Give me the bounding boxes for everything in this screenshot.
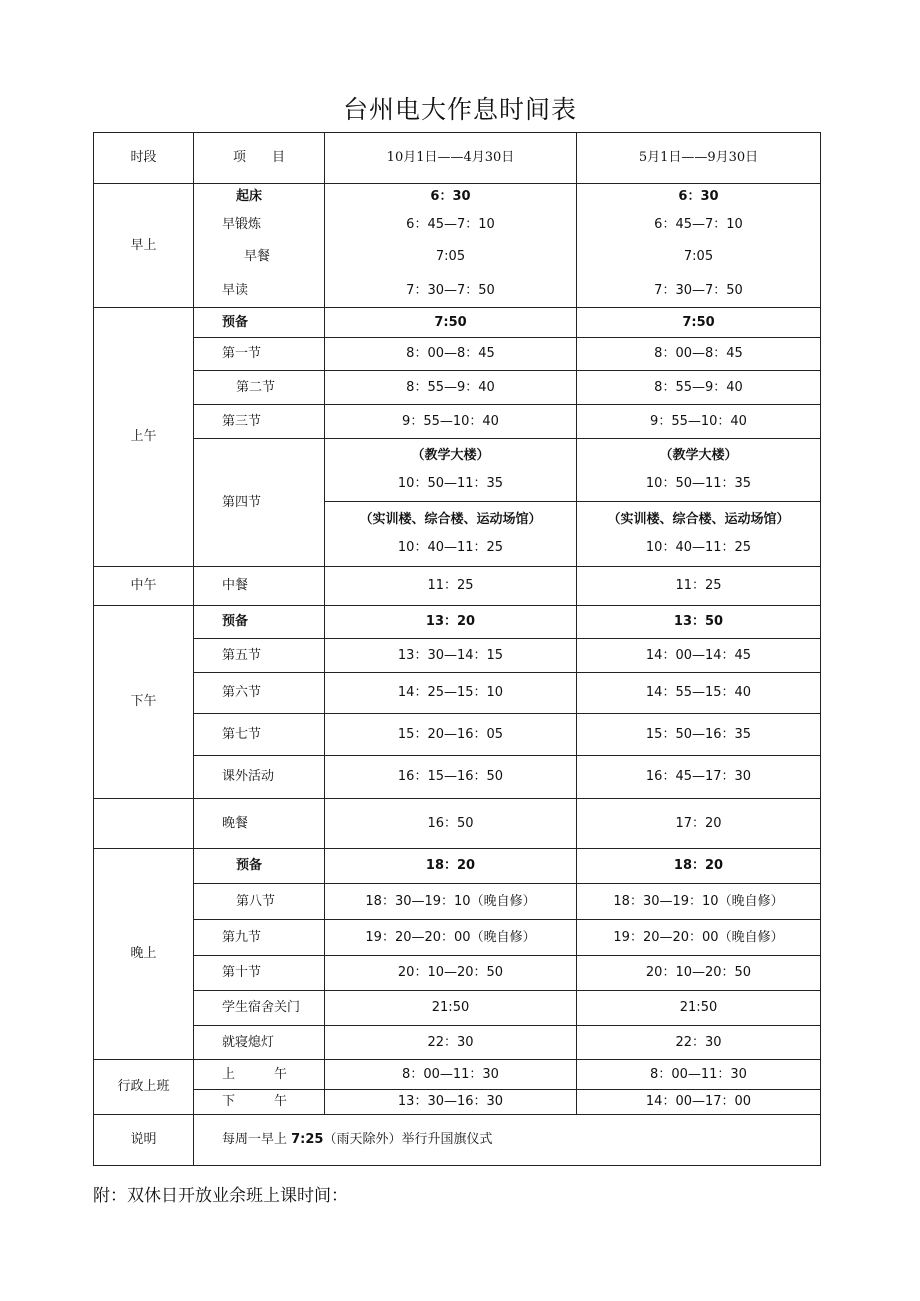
row-time-a: 8：00—8：45 (325, 338, 577, 371)
page-title: 台州电大作息时间表 (342, 95, 577, 124)
row-time-a: 13：30—16：30 (325, 1090, 577, 1115)
table-row (94, 673, 821, 714)
location-label: （教学大楼） (411, 448, 490, 464)
row-item: 课外活动 (194, 756, 325, 799)
fourth-main-a (325, 439, 577, 502)
row-time-b: 6：45—7：10 (577, 211, 821, 239)
header-period: 时段 (94, 133, 194, 184)
row-time-a: 10：40—11：25 (397, 540, 504, 555)
fourth-main-b (577, 439, 821, 502)
row-time-b: 8：00—8：45 (577, 338, 821, 371)
row-time-a: 20：10—20：50 (325, 956, 577, 991)
table-row (94, 884, 821, 920)
table-row (94, 639, 821, 673)
table-row (94, 849, 821, 884)
fourth-alt-a (325, 502, 577, 567)
row-time-a: 16：50 (325, 799, 577, 849)
row-time-b: 11：25 (577, 567, 821, 606)
table-row (94, 1090, 821, 1115)
row-time-a: 22：30 (325, 1026, 577, 1060)
period-noon: 中午 (94, 567, 194, 606)
row-time-a: 13：30—14：15 (325, 639, 577, 673)
table-row (94, 991, 821, 1026)
table-row (94, 239, 821, 275)
row-time-b: 8：00—11：30 (577, 1060, 821, 1090)
row-time-b: 7：30—7：50 (577, 275, 821, 308)
table-row (94, 371, 821, 405)
row-time-b: 9：55—10：40 (577, 405, 821, 439)
row-item: 第十节 (194, 956, 325, 991)
table-row (94, 211, 821, 239)
row-item: 早读 (194, 275, 325, 308)
row-item: 第五节 (194, 639, 325, 673)
row-item: 第八节 (194, 884, 325, 920)
row-time-a: 13：20 (325, 606, 577, 639)
row-time-b: 22：30 (577, 1026, 821, 1060)
footer-note: 附：双休日开放业余班上课时间： (93, 1186, 348, 1206)
row-item: 预备 (194, 308, 325, 338)
row-item: 第一节 (194, 338, 325, 371)
row-time-b: 19：20—20：00（晚自修） (577, 920, 821, 956)
row-time-b: 21:50 (577, 991, 821, 1026)
row-item: 起床 (194, 184, 325, 211)
schedule-table (93, 132, 821, 1166)
row-time-a: 11：25 (325, 567, 577, 606)
header-col-a: 10月1日——4月30日 (325, 133, 577, 184)
row-time-a: 8：00—11：30 (325, 1060, 577, 1090)
table-row (94, 184, 821, 211)
row-time-b: 6：30 (577, 184, 821, 211)
header-col-b: 5月1日——9月30日 (577, 133, 821, 184)
period-evening: 晚上 (94, 849, 194, 1060)
row-time-a: 8：55—9：40 (325, 371, 577, 405)
row-item: 早餐 (194, 239, 325, 275)
row-time-b: 18：30—19：10（晚自修） (577, 884, 821, 920)
table-row (94, 1026, 821, 1060)
period-note: 说明 (94, 1115, 194, 1166)
table-row (94, 1115, 821, 1166)
row-item: 第九节 (194, 920, 325, 956)
table-row (94, 567, 821, 606)
row-item: 早锻炼 (194, 211, 325, 239)
period-afternoon: 下午 (94, 606, 194, 799)
row-time-b: 7:50 (577, 308, 821, 338)
row-item: 上 午 (194, 1060, 325, 1090)
row-time-b: 14：00—14：45 (577, 639, 821, 673)
row-time-b: 8：55—9：40 (577, 371, 821, 405)
row-item: 第二节 (194, 371, 325, 405)
table-row (94, 405, 821, 439)
row-time-a: 18：20 (325, 849, 577, 884)
row-time-a: 7：30—7：50 (325, 275, 577, 308)
location-label: （实训楼、综合楼、运动场馆） (607, 512, 790, 528)
row-item: 中餐 (194, 567, 325, 606)
row-item: 就寝熄灯 (194, 1026, 325, 1060)
row-time-b: 14：00—17：00 (577, 1090, 821, 1115)
row-time-a: 14：25—15：10 (325, 673, 577, 714)
row-time-a: 15：20—16：05 (325, 714, 577, 756)
row-time-a: 7:50 (325, 308, 577, 338)
row-item: 第四节 (194, 439, 325, 567)
row-time-b: 16：45—17：30 (577, 756, 821, 799)
note-text (194, 1115, 821, 1166)
table-row (94, 756, 821, 799)
row-item: 第六节 (194, 673, 325, 714)
row-time-b: 7:05 (577, 239, 821, 275)
row-time-a: 18：30—19：10（晚自修） (325, 884, 577, 920)
row-item: 学生宿舍关门 (194, 991, 325, 1026)
table-row (94, 439, 821, 502)
table-row (94, 920, 821, 956)
row-time-b: 10：40—11：25 (645, 540, 752, 555)
table-row (94, 956, 821, 991)
table-row (94, 799, 821, 849)
row-time-b: 13：50 (577, 606, 821, 639)
row-time-a: 6：45—7：10 (325, 211, 577, 239)
period-morning: 早上 (94, 184, 194, 308)
fourth-alt-b (577, 502, 821, 567)
location-label: （教学大楼） (659, 448, 738, 464)
location-label: （实训楼、综合楼、运动场馆） (359, 512, 542, 528)
row-time-a: 19：20—20：00（晚自修） (325, 920, 577, 956)
row-item: 晚餐 (194, 799, 325, 849)
header-row (94, 133, 821, 184)
table-row (94, 714, 821, 756)
row-item: 第三节 (194, 405, 325, 439)
row-time-b: 20：10—20：50 (577, 956, 821, 991)
table-row (94, 1060, 821, 1090)
header-item: 项 目 (194, 133, 325, 184)
row-time-a: 7:05 (325, 239, 577, 275)
table-row (94, 308, 821, 338)
row-time-a: 21:50 (325, 991, 577, 1026)
row-time-a: 16：15—16：50 (325, 756, 577, 799)
period-forenoon: 上午 (94, 308, 194, 567)
row-time-a: 6：30 (325, 184, 577, 211)
row-item: 预备 (194, 606, 325, 639)
row-item: 第七节 (194, 714, 325, 756)
row-time-b: 10：50—11：35 (645, 476, 752, 491)
table-row (94, 275, 821, 308)
note-pre: 每周一早上 (222, 1132, 292, 1148)
period-empty (94, 799, 194, 849)
note-time: 7:25 (291, 1132, 324, 1148)
row-time-b: 17：20 (577, 799, 821, 849)
table-row (94, 606, 821, 639)
row-time-a: 9：55—10：40 (325, 405, 577, 439)
row-time-b: 18：20 (577, 849, 821, 884)
row-item: 下 午 (194, 1090, 325, 1115)
period-admin: 行政上班 (94, 1060, 194, 1115)
row-time-b: 15：50—16：35 (577, 714, 821, 756)
table-row (94, 338, 821, 371)
row-time-b: 14：55—15：40 (577, 673, 821, 714)
row-time-a: 10：50—11：35 (397, 476, 504, 491)
row-item: 预备 (194, 849, 325, 884)
note-post: （雨天除外）举行升国旗仪式 (323, 1132, 493, 1148)
